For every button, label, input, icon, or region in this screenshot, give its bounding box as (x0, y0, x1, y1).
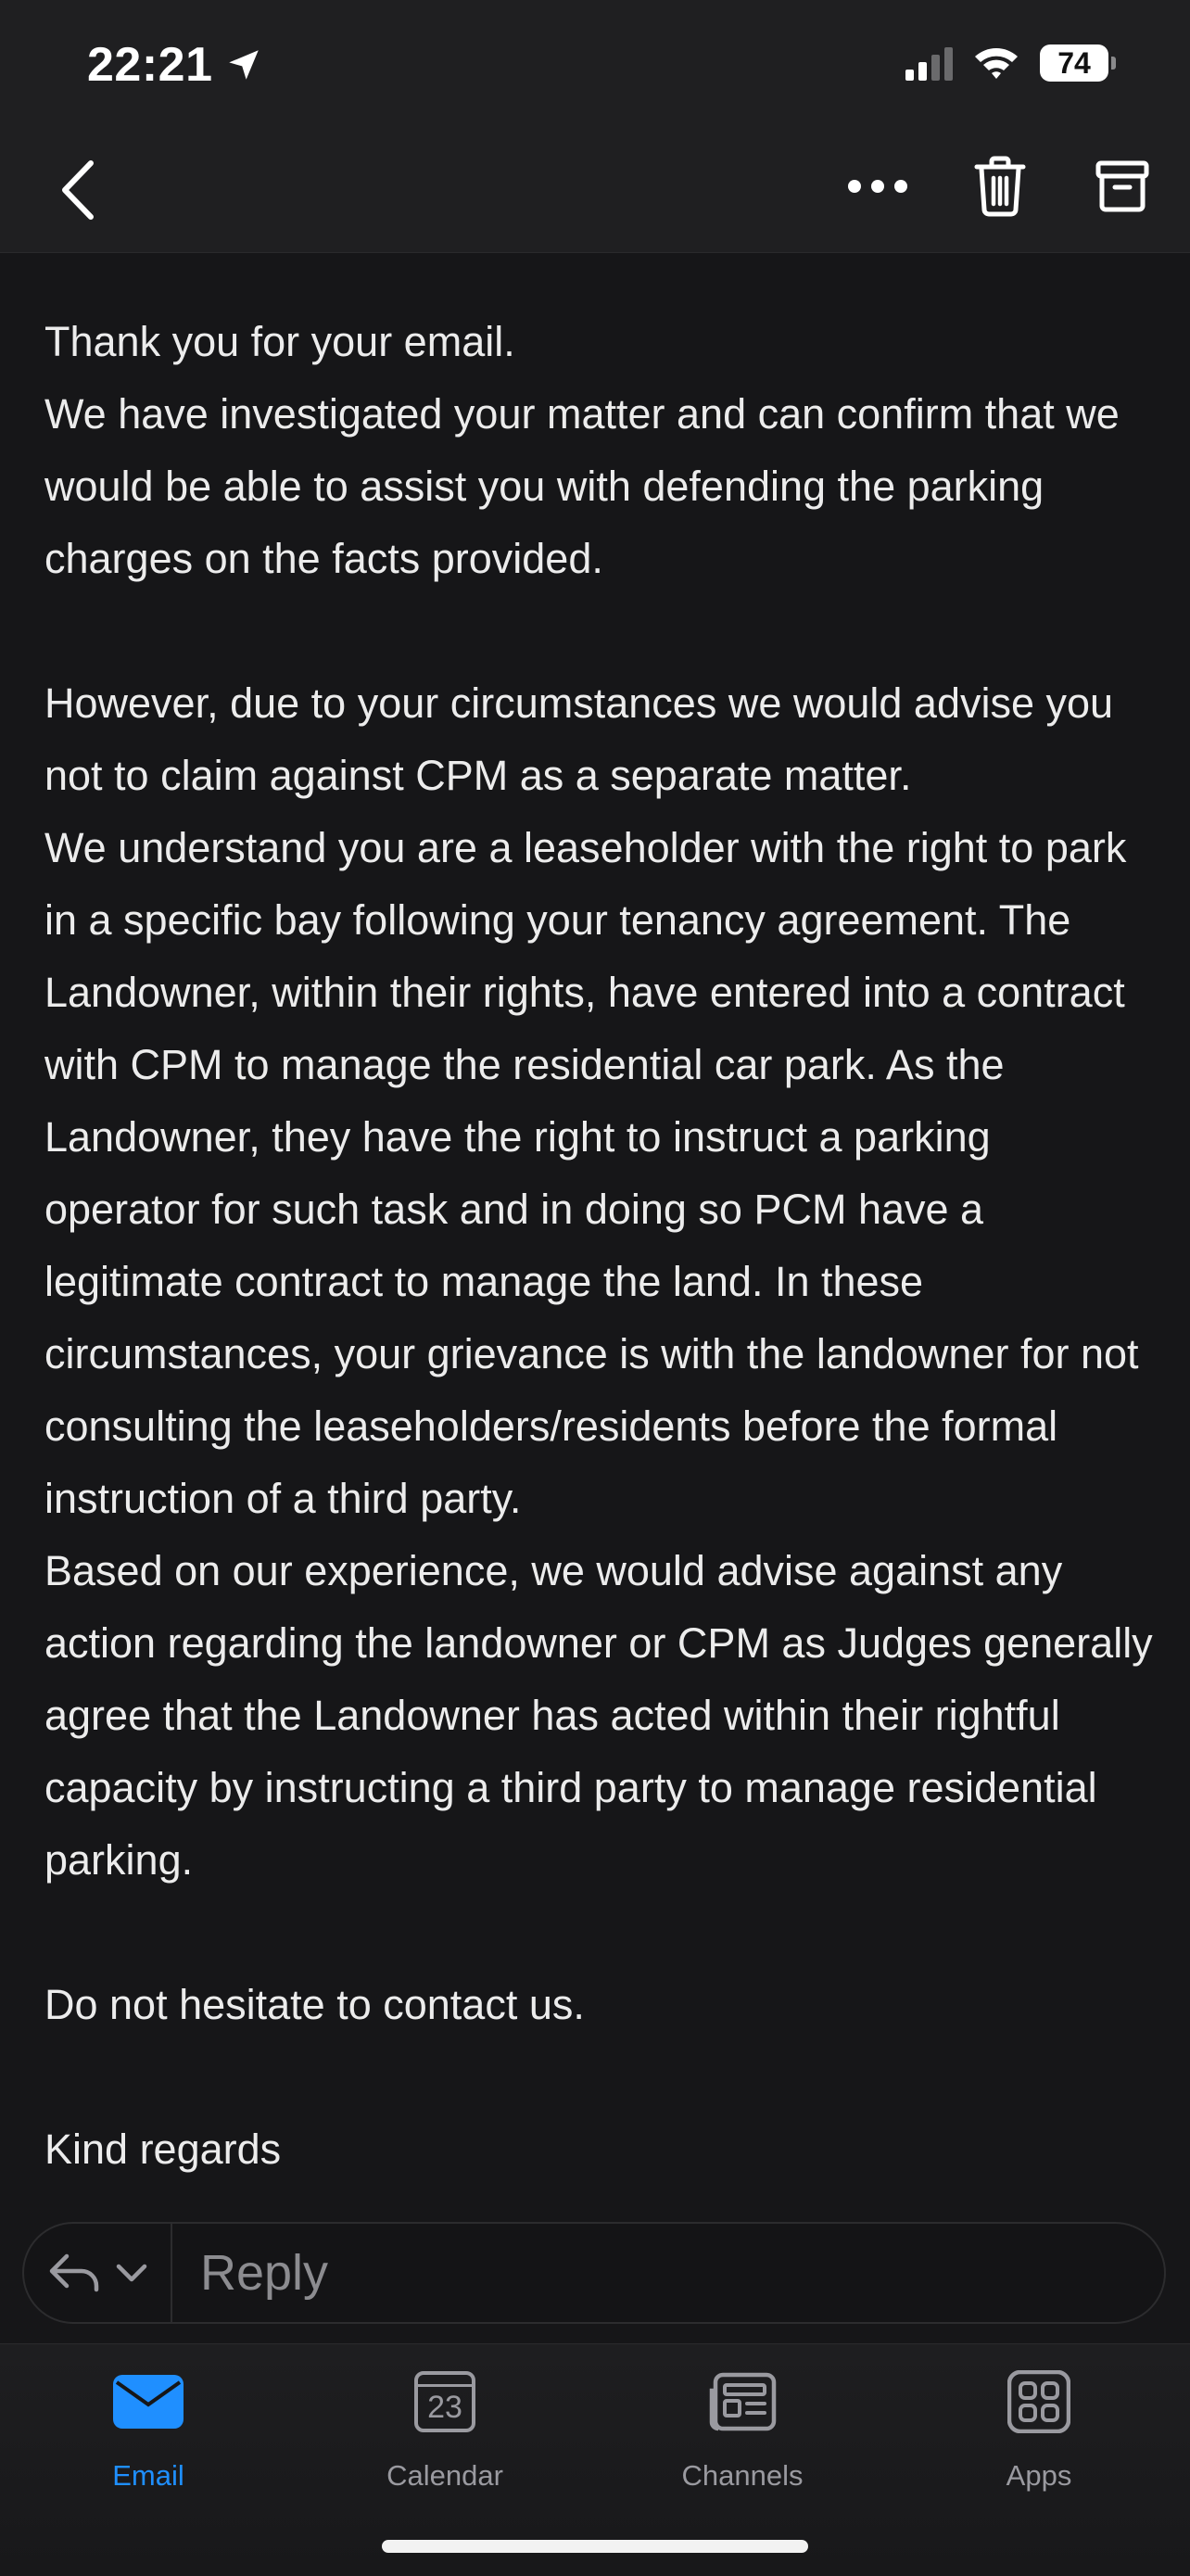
battery-icon (1040, 44, 1116, 82)
email-paragraph: However, due to your circumstances we would advise you not to claim against CPM as a separate matter. (44, 679, 1114, 799)
email-paragraph: Do not hesitate to contact us. (44, 1981, 585, 2028)
chevron-down-icon (115, 2262, 148, 2284)
home-indicator[interactable] (382, 2540, 808, 2553)
paragraph-spacer (44, 2041, 1157, 2113)
battery-level: 74 (1040, 44, 1108, 82)
tab-label: Calendar (386, 2459, 503, 2492)
tab-label: Channels (681, 2459, 804, 2492)
newspaper-icon (708, 2372, 777, 2431)
tab-apps[interactable] (928, 2365, 1150, 2493)
email-body (44, 306, 1157, 2199)
envelope-icon (113, 2375, 184, 2429)
tab-calendar[interactable] (334, 2365, 556, 2493)
paragraph-spacer (44, 1897, 1157, 1969)
back-button[interactable] (56, 158, 102, 222)
email-paragraph: Thank you for your email. (44, 318, 515, 365)
reply-bar (22, 2222, 1166, 2324)
reply-arrow-icon (46, 2252, 102, 2293)
trash-icon (973, 156, 1027, 217)
email-paragraph: We understand you are a leaseholder with the right to park in a specific bay following your tenancy agreement. The Landowner, within their rights, have entered into a contract with CPM to manage the residential car park. As the Landowner, they have the right to instruct a parking operator for such task and in doing so PCM have a legitimate contract to manage the land. In these circumstances, your grievance is with the landowner for not consulting the leaseholders/residents before the formal instruction of a third party. (44, 824, 1139, 1522)
calendar-icon (414, 2371, 475, 2432)
wifi-icon (973, 45, 1019, 81)
reply-input[interactable]: Reply (200, 2245, 329, 2301)
email-paragraph: Based on our experience, we would advise against any action regarding the landowner or CPM as Judges generally agree that the Landowner has acted within their rightful capacity by instructing a third party to manage residential parking. (44, 1547, 1153, 1884)
top-bar (0, 0, 1190, 253)
tab-email[interactable] (37, 2365, 260, 2493)
header-actions (847, 156, 1153, 217)
clock-label: 22:21 (87, 38, 213, 92)
email-signoff: Kind regards (44, 2126, 282, 2173)
location-arrow-icon (224, 45, 263, 84)
tab-channels[interactable] (631, 2365, 854, 2493)
archive-button[interactable] (1092, 156, 1153, 217)
email-paragraph: We have investigated your matter and can confirm that we would be able to assist you with defending the parking charges on the facts provided. (44, 390, 1120, 582)
tab-label: Email (112, 2459, 184, 2492)
ellipsis-icon (847, 177, 908, 196)
cellular-signal-icon (905, 45, 953, 81)
apps-grid-icon (1007, 2370, 1070, 2433)
calendar-date: 23 (427, 2390, 462, 2425)
chevron-left-icon (56, 158, 102, 222)
archive-icon (1095, 159, 1149, 213)
paragraph-spacer (44, 595, 1157, 667)
more-options-button[interactable] (847, 156, 908, 217)
reply-options-button[interactable] (24, 2224, 172, 2322)
delete-button[interactable] (969, 156, 1031, 217)
tab-label: Apps (1006, 2459, 1072, 2492)
status-bar-time (87, 37, 263, 93)
status-bar-indicators (905, 44, 1116, 82)
